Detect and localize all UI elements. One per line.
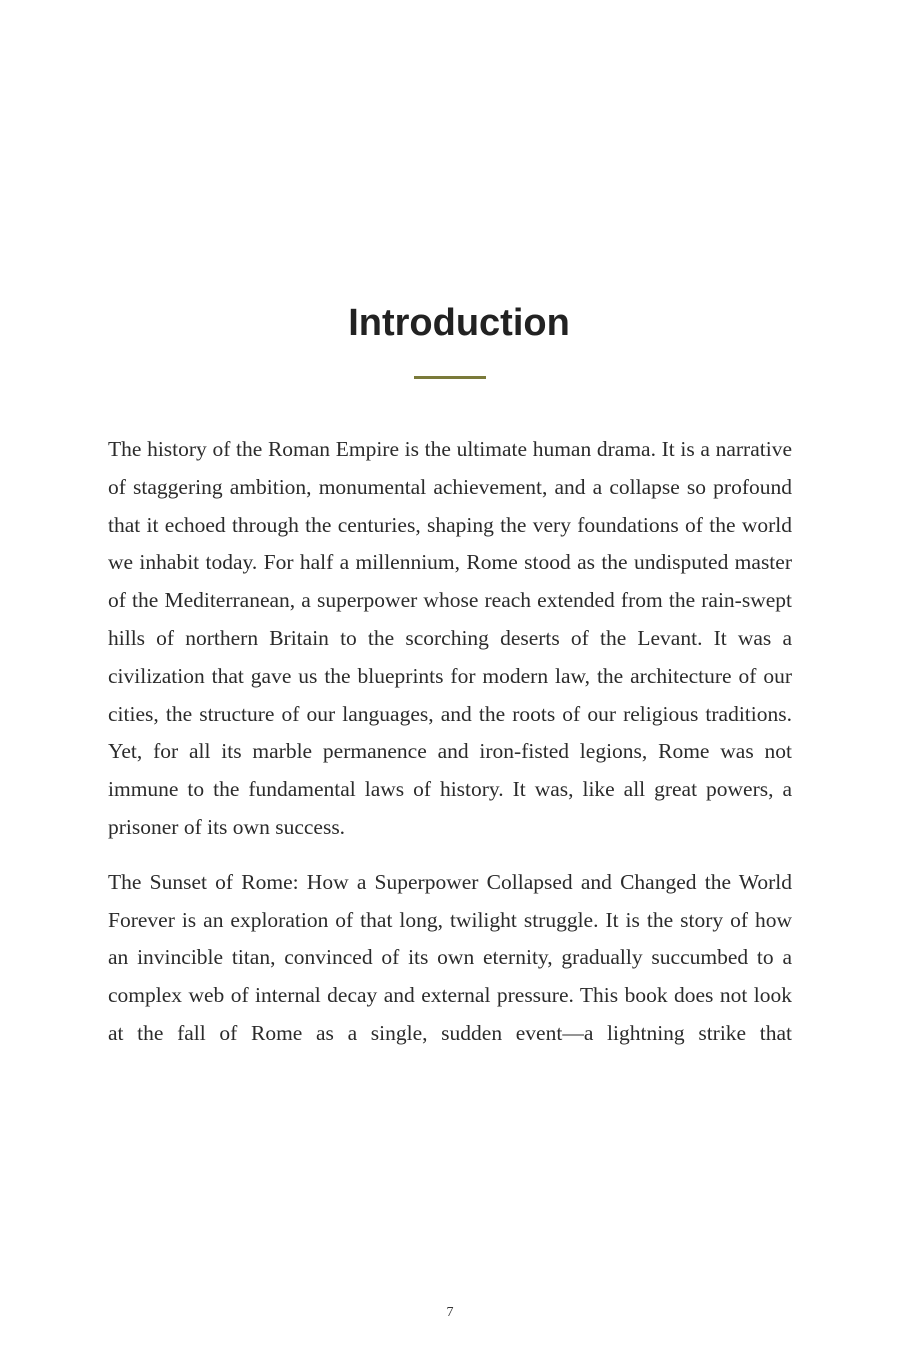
chapter-body: [108, 431, 792, 1070]
body-paragraph: The history of the Roman Empire is the ultimate human drama. It is a narrative of staggering ambition, monumental achievement, and a collapse so profound that it echoed through the centuries, shaping the very foundations of the world we inhabit today. For half a millennium, Rome stood as the undisputed master of the Mediterranean, a superpower whose reach extended from the rain-swept hills of northern Britain to the scorching deserts of the Levant. It was a civilization that gave us the blueprints for modern law, the architecture of our cities, the structure of our languages, and the roots of our religious traditions. Yet, for all its marble permanence and iron-fisted legions, Rome was not immune to the fundamental laws of history. It was, like all great powers, a prisoner of its own success.: [108, 437, 792, 839]
body-paragraph: The Sunset of Rome: How a Superpower Collapsed and Changed the World Forever is an exploration of that long, twilight struggle. It is the story of how an invincible titan, convinced of its own eternity, gradually succumbed to a complex web of internal decay and external pressure. This book does not look at the fall of Rome as a single, sudden event—a lightning strike that: [108, 869, 792, 1045]
chapter-title: Introduction: [348, 302, 570, 344]
page-number: 7: [446, 1305, 454, 1320]
title-underline-rule: [414, 376, 486, 379]
